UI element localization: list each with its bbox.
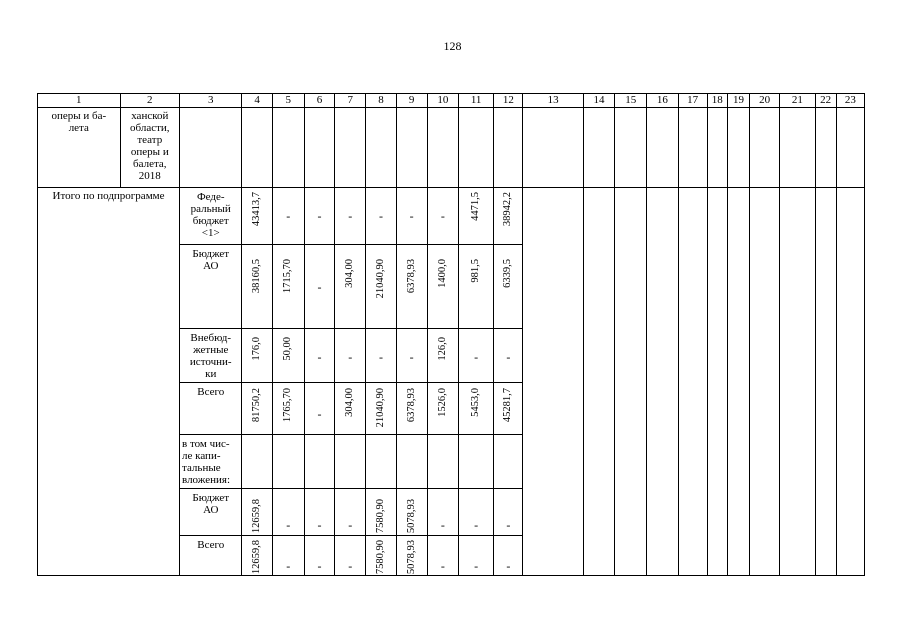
value-cell (396, 329, 427, 383)
budget-table (37, 93, 865, 576)
funding-source-line: Внебюд- (190, 332, 232, 344)
value-cell (458, 489, 493, 536)
value-cell (242, 435, 272, 489)
value-cell (494, 329, 523, 383)
empty-cell (727, 108, 749, 188)
value-cell (272, 329, 304, 383)
empty-cell (615, 188, 647, 576)
funding-source-line: ральный (190, 203, 231, 215)
funding-source-line: вложения: (182, 474, 231, 486)
empty-value-dash: - (317, 407, 322, 421)
value-cell (458, 383, 493, 435)
value-cell (458, 435, 493, 489)
value-cell (427, 383, 458, 435)
empty-cell (780, 188, 815, 576)
value-cell (242, 489, 272, 536)
object-name-line: лета (68, 122, 89, 134)
funding-source-line: ле капи- (182, 450, 221, 462)
value-cell (272, 489, 304, 536)
empty-cell (750, 188, 780, 576)
page-number: 128 (443, 39, 462, 53)
value-cell (494, 435, 523, 489)
value: 5078,93 (405, 499, 417, 534)
value-cell (304, 245, 334, 329)
value-cell (304, 383, 334, 435)
value: 304,00 (344, 388, 356, 417)
object-location-line: балета, (133, 158, 167, 170)
value-cell (242, 536, 272, 576)
value-cell (272, 188, 304, 245)
empty-value-dash: - (378, 209, 383, 223)
value: 6339,5 (502, 259, 514, 288)
value-cell (242, 188, 272, 245)
column-header: 13 (523, 94, 583, 108)
funding-source (180, 435, 242, 489)
value-cell (427, 245, 458, 329)
empty-value-dash: - (474, 350, 479, 364)
funding-source-line: бюджет (192, 215, 229, 227)
empty-value-dash: - (317, 518, 322, 532)
object-location-line: ханской (131, 110, 169, 122)
value: 38942,2 (502, 192, 514, 227)
value-cell (494, 245, 523, 329)
value-cell (427, 489, 458, 536)
funding-source-line: Бюджет (192, 248, 230, 260)
empty-value-dash: - (317, 280, 322, 294)
value-cell (427, 435, 458, 489)
value: 50,00 (282, 337, 294, 361)
value: 21040,90 (374, 388, 386, 428)
value-cell (366, 383, 396, 435)
value-cell (366, 245, 396, 329)
funding-source-line: жетные (193, 344, 229, 356)
column-header: 19 (727, 94, 749, 108)
value-cell (494, 536, 523, 576)
value-cell (458, 536, 493, 576)
empty-value-dash: - (286, 518, 291, 532)
empty-cell (815, 188, 836, 576)
value: 4471,5 (470, 192, 482, 221)
value-cell (494, 489, 523, 536)
funding-source (180, 383, 242, 435)
empty-cell (780, 108, 815, 188)
column-header: 14 (583, 94, 614, 108)
empty-value-dash: - (409, 350, 414, 364)
subtotal-row (38, 188, 865, 245)
subtotal-label (38, 188, 180, 576)
object-name-cell (38, 108, 121, 188)
value: 45281,7 (502, 388, 514, 423)
funding-source-line: Бюджет (192, 492, 230, 504)
value: 21040,90 (374, 259, 386, 299)
value-cell (366, 536, 396, 576)
empty-value-dash: - (506, 350, 511, 364)
column-header: 5 (272, 94, 304, 108)
value-cell (458, 188, 493, 245)
empty-value-dash: - (440, 518, 445, 532)
empty-value-dash: - (348, 559, 353, 573)
column-header: 20 (750, 94, 780, 108)
value-cell (396, 245, 427, 329)
value-cell (396, 435, 427, 489)
empty-cell (678, 188, 707, 576)
value-cell (458, 329, 493, 383)
empty-cell (727, 188, 749, 576)
value: 6378,93 (405, 388, 417, 423)
empty-cell (427, 108, 458, 188)
value: 5453,0 (470, 388, 482, 417)
empty-cell (815, 108, 836, 188)
value-cell (335, 188, 366, 245)
continuation-row (38, 108, 865, 188)
column-header: 1 (38, 94, 121, 108)
empty-cell (678, 108, 707, 188)
column-header: 8 (366, 94, 396, 108)
value-cell (272, 536, 304, 576)
value: 304,00 (344, 259, 356, 288)
empty-cell (836, 188, 864, 576)
empty-cell (707, 108, 727, 188)
empty-value-dash: - (317, 559, 322, 573)
value: 5078,93 (405, 540, 417, 575)
value-cell (272, 245, 304, 329)
empty-value-dash: - (317, 209, 322, 223)
column-header: 16 (647, 94, 678, 108)
funding-source (180, 245, 242, 329)
empty-value-dash: - (474, 518, 479, 532)
value-cell (304, 536, 334, 576)
value-cell (494, 188, 523, 245)
funding-source-line: тальные (182, 462, 221, 474)
header-row (38, 94, 865, 108)
value-cell (335, 383, 366, 435)
value-cell (458, 245, 493, 329)
value: 38160,5 (251, 259, 263, 294)
object-location-line: области, (130, 122, 170, 134)
value-cell (396, 489, 427, 536)
funding-source-line: <1> (201, 227, 220, 239)
value-cell (304, 329, 334, 383)
value: 1715,70 (282, 259, 294, 294)
empty-value-dash: - (348, 518, 353, 532)
empty-value-dash: - (286, 209, 291, 223)
funding-source-line: в том чис- (182, 438, 230, 450)
value-cell (366, 329, 396, 383)
value-cell (427, 536, 458, 576)
funding-source-line: ки (205, 368, 217, 380)
empty-value-dash: - (348, 209, 353, 223)
empty-cell (523, 108, 583, 188)
object-location-line: театр (137, 134, 163, 146)
empty-cell (304, 108, 334, 188)
value-cell (427, 188, 458, 245)
value-cell (272, 435, 304, 489)
value: 81750,2 (251, 388, 263, 423)
column-header: 10 (427, 94, 458, 108)
column-header: 23 (836, 94, 864, 108)
empty-value-dash: - (506, 518, 511, 532)
empty-cell (750, 108, 780, 188)
empty-cell (707, 188, 727, 576)
value-cell (366, 188, 396, 245)
value: 6378,93 (405, 259, 417, 294)
empty-cell (242, 108, 272, 188)
value: 1526,0 (436, 388, 448, 417)
value: 176,0 (251, 337, 263, 361)
object-location-line: оперы и (130, 146, 169, 158)
value: 1400,0 (436, 259, 448, 288)
value-cell (427, 329, 458, 383)
column-header: 9 (396, 94, 427, 108)
column-header: 11 (458, 94, 493, 108)
column-header: 7 (335, 94, 366, 108)
object-location-line: 2018 (138, 170, 161, 182)
column-header: 17 (678, 94, 707, 108)
value-cell (335, 536, 366, 576)
value-cell (304, 489, 334, 536)
column-header: 22 (815, 94, 836, 108)
funding-source-line: источни- (189, 356, 232, 368)
empty-cell (583, 188, 614, 576)
empty-value-dash: - (286, 559, 291, 573)
empty-value-dash: - (409, 209, 414, 223)
value-cell (242, 383, 272, 435)
funding-source (180, 329, 242, 383)
value: 126,0 (436, 337, 448, 361)
value: 1765,70 (282, 388, 294, 423)
column-header: 3 (180, 94, 242, 108)
column-header: 21 (780, 94, 815, 108)
empty-value-dash: - (378, 350, 383, 364)
object-location-cell (120, 108, 179, 188)
empty-cell (335, 108, 366, 188)
value-cell (242, 329, 272, 383)
empty-value-dash: - (440, 209, 445, 223)
value-cell (396, 383, 427, 435)
empty-cell (180, 108, 242, 188)
column-header: 15 (615, 94, 647, 108)
value-cell (335, 435, 366, 489)
value: 12659,8 (251, 540, 263, 575)
column-header: 18 (707, 94, 727, 108)
empty-cell (458, 108, 493, 188)
funding-source (180, 188, 242, 245)
empty-value-dash: - (348, 350, 353, 364)
value-cell (366, 435, 396, 489)
value-cell (335, 329, 366, 383)
funding-source-line: АО (203, 504, 219, 516)
empty-cell (647, 108, 678, 188)
column-header: 4 (242, 94, 272, 108)
funding-source-line: Феде- (196, 191, 225, 203)
value-cell (272, 383, 304, 435)
empty-cell (272, 108, 304, 188)
value-cell (304, 435, 334, 489)
funding-source (180, 536, 242, 576)
value-cell (396, 188, 427, 245)
value-cell (242, 245, 272, 329)
value: 43413,7 (251, 192, 263, 227)
object-name-line: оперы и ба- (51, 110, 107, 122)
column-header: 12 (494, 94, 523, 108)
value: 981,5 (470, 259, 482, 283)
empty-value-dash: - (317, 350, 322, 364)
empty-cell (494, 108, 523, 188)
value-cell (366, 489, 396, 536)
funding-source (180, 489, 242, 536)
empty-value-dash: - (440, 559, 445, 573)
column-header: 6 (304, 94, 334, 108)
empty-value-dash: - (506, 559, 511, 573)
funding-source-line: Всего (197, 386, 225, 398)
subtotal-label-text: Итого по подпрограмме (52, 190, 165, 202)
empty-cell (647, 188, 678, 576)
value-cell (396, 536, 427, 576)
value: 7580,90 (374, 499, 386, 534)
value-cell (335, 489, 366, 536)
empty-cell (523, 188, 583, 576)
empty-cell (583, 108, 614, 188)
empty-cell (836, 108, 864, 188)
funding-source-line: АО (203, 260, 219, 272)
value-cell (304, 188, 334, 245)
value: 12659,8 (251, 499, 263, 534)
empty-cell (366, 108, 396, 188)
funding-source-line: Всего (197, 539, 225, 551)
value-cell (494, 383, 523, 435)
value: 7580,90 (374, 540, 386, 575)
value-cell (335, 245, 366, 329)
empty-cell (615, 108, 647, 188)
empty-cell (396, 108, 427, 188)
column-header: 2 (120, 94, 179, 108)
empty-value-dash: - (474, 559, 479, 573)
